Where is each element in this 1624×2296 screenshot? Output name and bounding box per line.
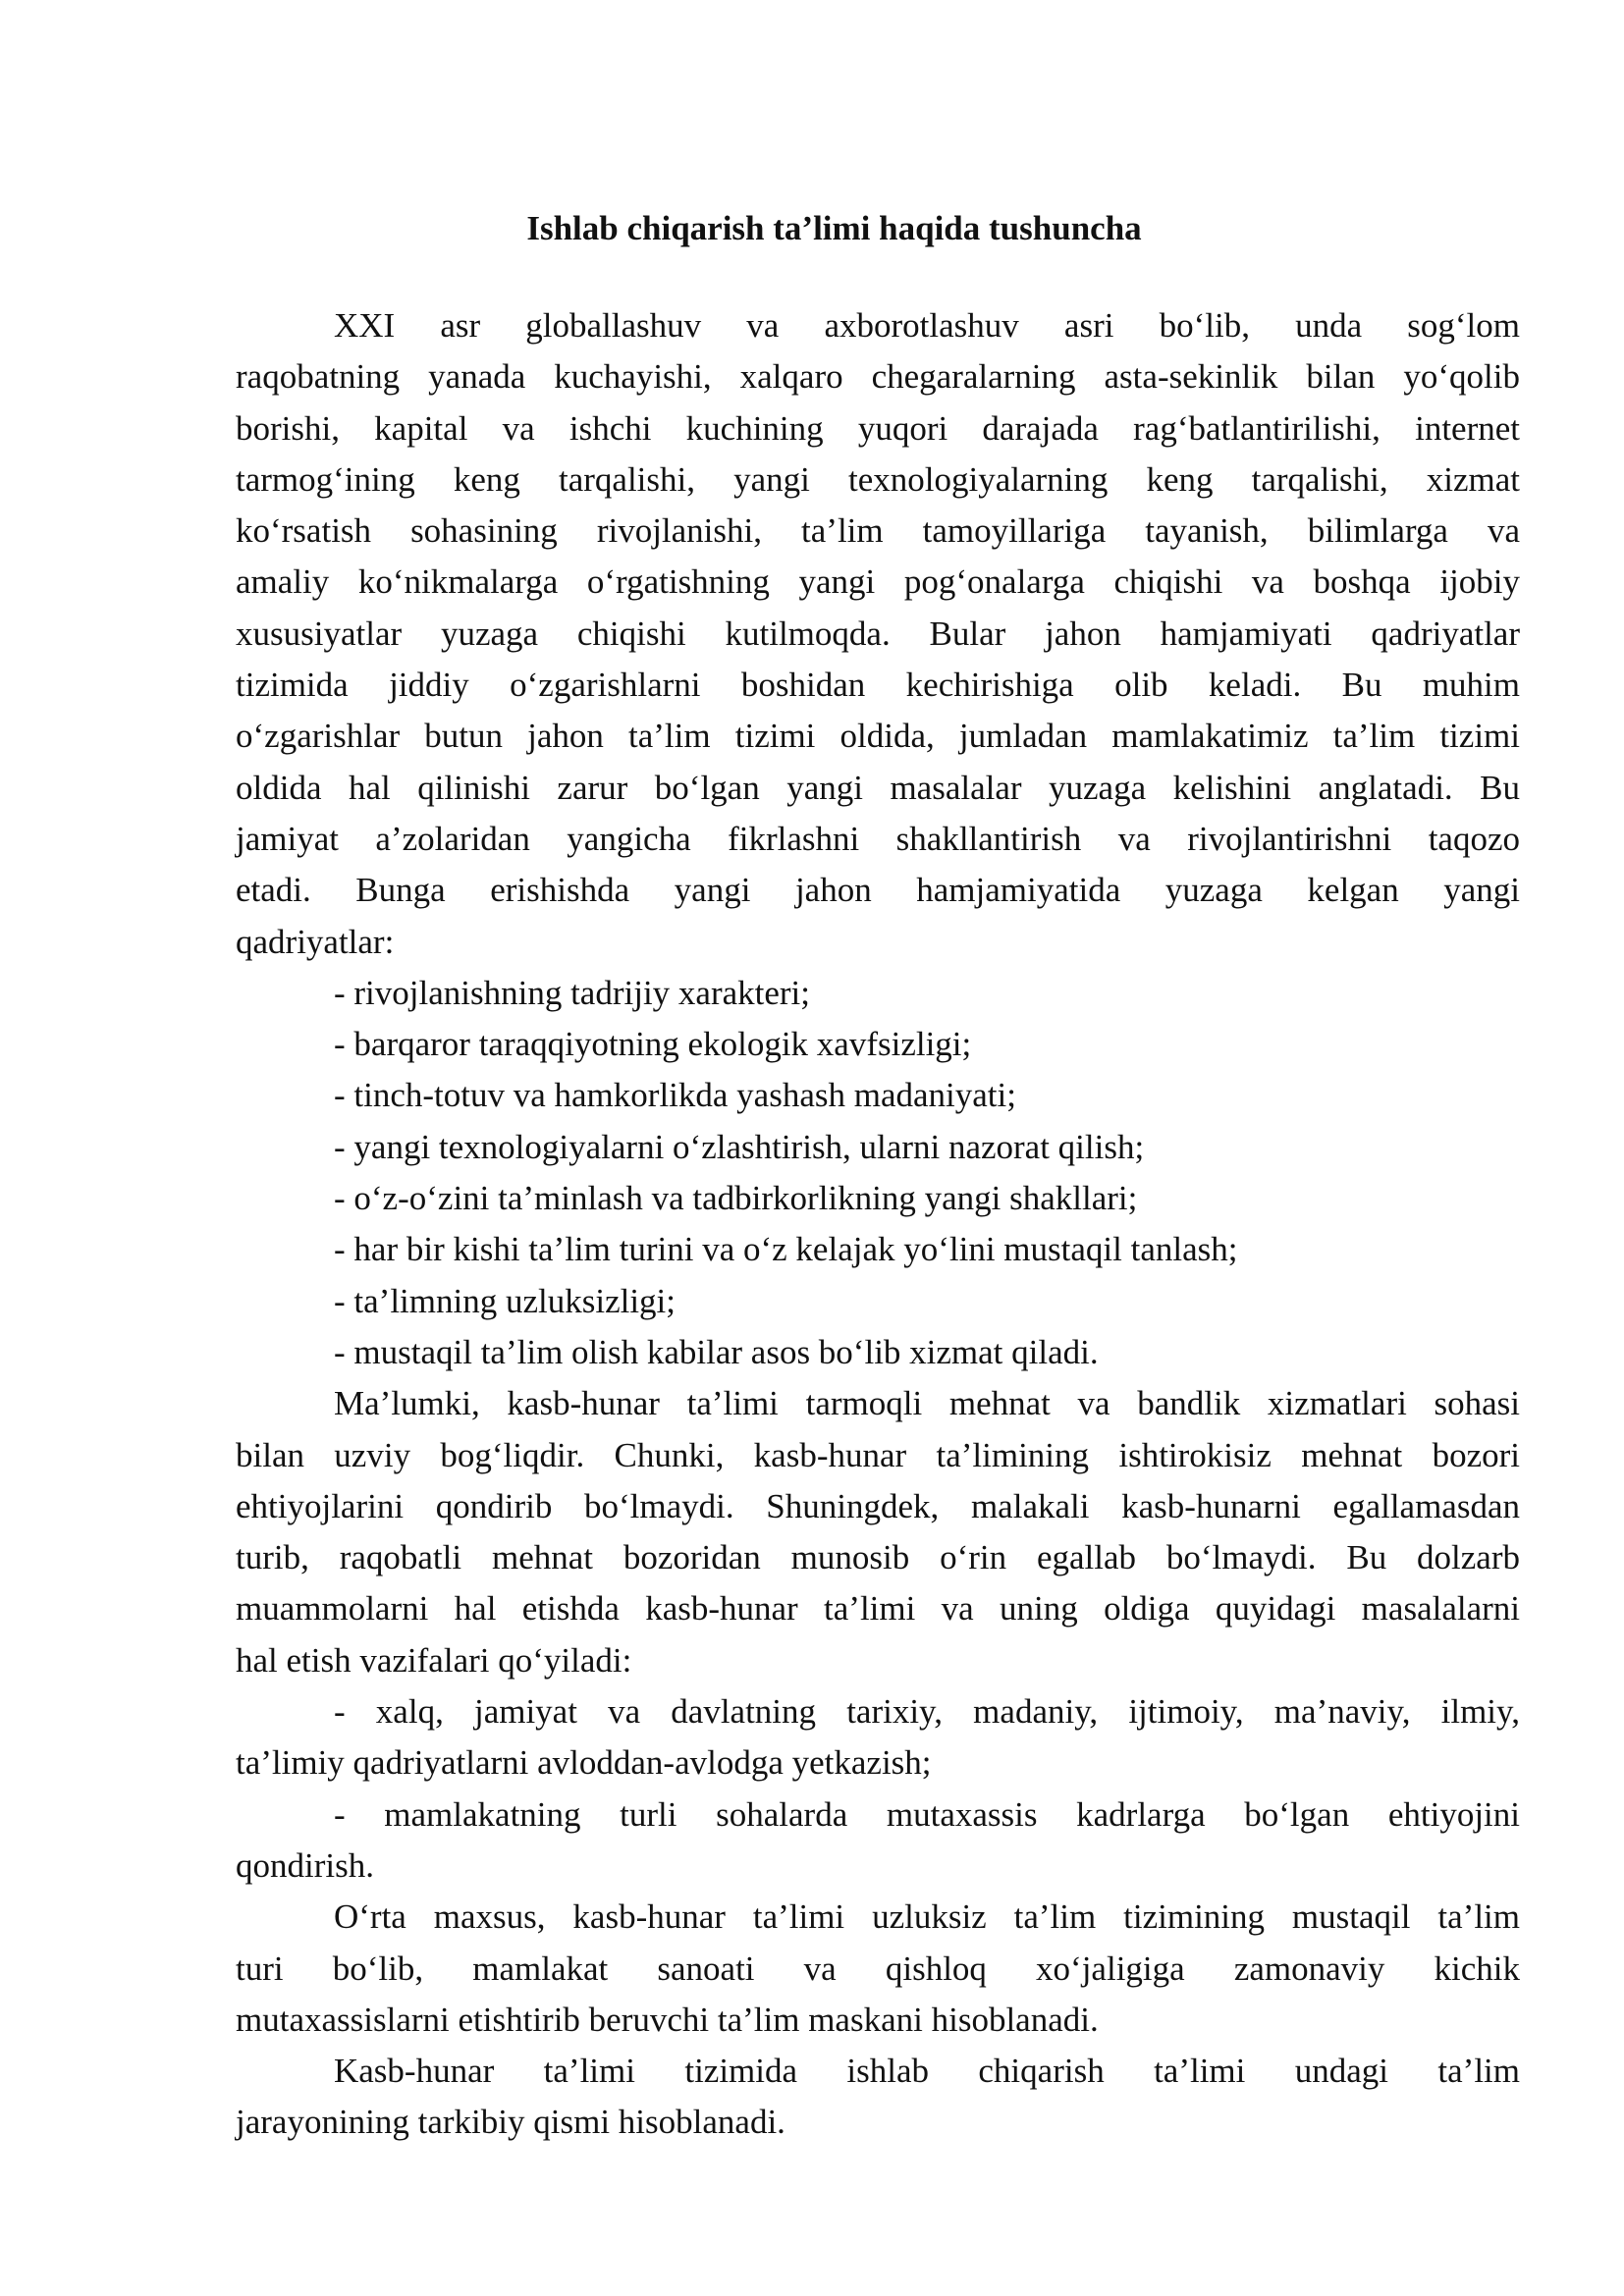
text-line: o‘zgarishlar butun jahon ta’lim tizimi oldida, jumladan mamlakatimiz ta’lim tizimi [236, 717, 1520, 756]
text-line: muammolarni hal etishda kasb-hunar ta’limi va uning oldiga quyidagi masalalarni [236, 1589, 1520, 1629]
document-title: Ishlab chiqarish ta’limi haqida tushuncha [526, 209, 1142, 247]
text-line: ta’limiy qadriyatlarni avloddan-avlodga yetkazish; [236, 1743, 932, 1783]
values-list [236, 968, 1520, 1378]
list-item: - yangi texnologiyalarni o‘zlashtirish, ularni nazorat qilish; [334, 1127, 1145, 1166]
text-line: ko‘rsatish sohasining rivojlanishi, ta’lim tamoyillariga tayanish, bilimlarga va [236, 511, 1520, 551]
text-line: turi bo‘lib, mamlakat sanoati va qishloq xo‘jaligiga zamonaviy kichik [236, 1949, 1520, 1988]
text-line: xususiyatlar yuzaga chiqishi kutilmoqda. Bular jahon hamjamiyati qadriyatlar [236, 614, 1520, 653]
list-item: - ta’limning uzluksizligi; [334, 1281, 677, 1320]
list-item: - rivojlanishning tadrijiy xarakteri; [334, 973, 811, 1012]
list-item: - tinch-totuv va hamkorlikda yashash madaniyati; [334, 1076, 1016, 1115]
text-line: tizimida jiddiy o‘zgarishlarni boshidan kechirishiga olib keladi. Bu muhim [236, 666, 1520, 705]
document-body [236, 300, 1520, 2149]
text-line: ehtiyojlarini qondirib bo‘lmaydi. Shuningdek, malakali kasb-hunarni egallamasdan [236, 1486, 1520, 1525]
paragraph-3 [236, 1892, 1520, 2046]
text-line: qondirish. [236, 1845, 374, 1885]
text-line: raqobatning yanada kuchayishi, xalqaro chegaralarning asta-sekinlik bilan yo‘qolib [236, 357, 1520, 397]
text-line: hal etish vazifalari qo‘yiladi: [236, 1640, 632, 1680]
list-item: - barqaror taraqqiyotning ekologik xavfsizligi; [334, 1025, 972, 1064]
text-line: - mamlakatning turli sohalarda mutaxassis kadrlarga bo‘lgan ehtiyojini [334, 1794, 1520, 1834]
list-item: - har bir kishi ta’lim turini va o‘z kelajak yo‘lini mustaqil tanlash; [334, 1230, 1238, 1269]
text-line: bilan uzviy bog‘liqdir. Chunki, kasb-hunar ta’limining ishtirokisiz mehnat bozori [236, 1435, 1520, 1474]
paragraph-1 [236, 300, 1520, 968]
text-line: XXI asr globallashuv va axborotlashuv asri bo‘lib, unda sog‘lom [334, 306, 1520, 345]
paragraph-2 [236, 1378, 1520, 1686]
list-item: - mustaqil ta’lim olish kabilar asos bo‘lib xizmat qiladi. [334, 1332, 1099, 1371]
text-line: turib, raqobatli mehnat bozoridan munosib o‘rin egallab bo‘lmaydi. Bu dolzarb [236, 1538, 1520, 1577]
text-line: Ma’lumki, kasb-hunar ta’limi tarmoqli mehnat va bandlik xizmatlari sohasi [334, 1384, 1520, 1423]
text-line: Kasb-hunar ta’limi tizimida ishlab chiqarish ta’limi undagi ta’lim [334, 2052, 1520, 2091]
task-item-1 [236, 1686, 1520, 1789]
text-line: borishi, kapital va ishchi kuchining yuqori darajada rag‘batlantirilishi, internet [236, 408, 1520, 448]
text-line: O‘rta maxsus, kasb-hunar ta’limi uzluksiz ta’lim tizimining mustaqil ta’lim [334, 1897, 1520, 1937]
text-line: qadriyatlar: [236, 922, 395, 961]
text-line: - xalq, jamiyat va davlatning tarixiy, madaniy, ijtimoiy, ma’naviy, ilmiy, [334, 1692, 1520, 1732]
text-line: mutaxassislarni etishtirib beruvchi ta’lim maskani hisoblanadi. [236, 2000, 1099, 2039]
text-line: etadi. Bunga erishishda yangi jahon hamjamiyatida yuzaga kelgan yangi [236, 871, 1520, 910]
paragraph-4 [236, 2046, 1520, 2149]
task-item-2 [236, 1789, 1520, 1893]
text-line: jarayonining tarkibiy qismi hisoblanadi. [236, 2103, 785, 2142]
text-line: jamiyat a’zolaridan yangicha fikrlashni shakllantirish va rivojlantirishni taqozo [236, 819, 1520, 858]
text-line: amaliy ko‘nikmalarga o‘rgatishning yangi pog‘onalarga chiqishi va boshqa ijobiy [236, 562, 1520, 602]
list-item: - o‘z-o‘zini ta’minlash va tadbirkorlikning yangi shakllari; [334, 1179, 1138, 1218]
text-line: tarmog‘ining keng tarqalishi, yangi texnologiyalarning keng tarqalishi, xizmat [236, 459, 1520, 499]
text-line: oldida hal qilinishi zarur bo‘lgan yangi masalalar yuzaga kelishini anglatadi. Bu [236, 768, 1520, 807]
